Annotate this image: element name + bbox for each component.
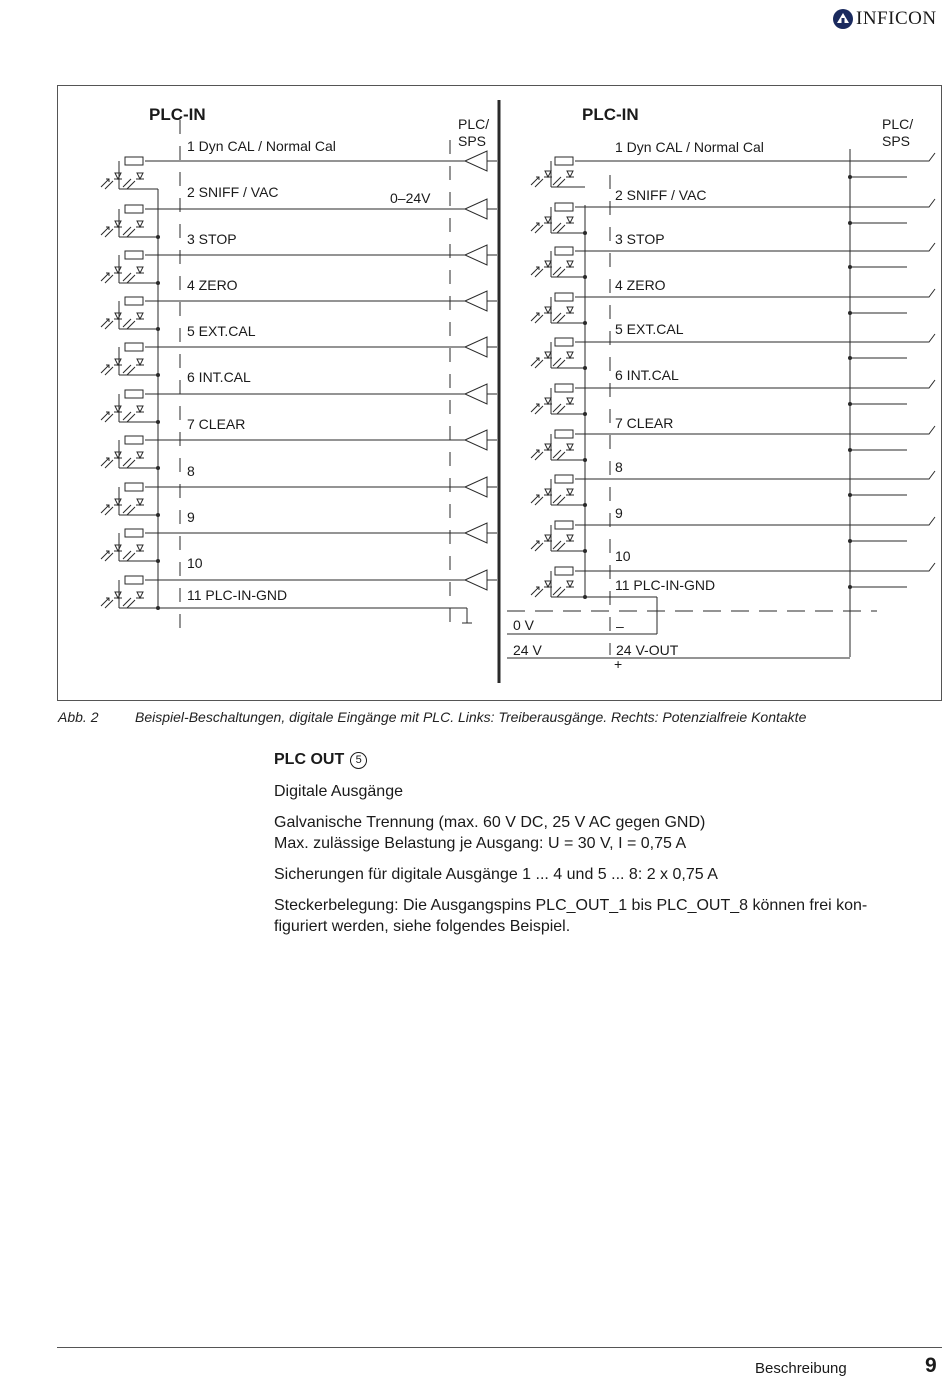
right-plc-in-title: PLC-IN <box>582 105 639 124</box>
left-opto-3-light-arrows-icon <box>101 273 113 283</box>
left-plc-label-1: PLC/ <box>458 116 490 132</box>
right-opto-1-led-icon <box>545 171 551 177</box>
right-contact-switch-icon-6 <box>907 380 935 388</box>
right-resistor-9 <box>555 521 573 529</box>
right-plc-label-2: SPS <box>882 133 911 149</box>
left-resistor-8 <box>125 483 143 491</box>
left-driver-triangle-icon-2 <box>465 199 487 219</box>
left-plc-in-title: PLC-IN <box>149 105 206 124</box>
right-opto-4-led-icon <box>545 307 551 313</box>
right-pin-label-7: 7 CLEAR <box>615 415 674 431</box>
right-opto-3-light-arrows-icon <box>531 267 543 277</box>
right-opto-6-transistor-arrows-icon <box>553 404 565 414</box>
left-opto-1-transistor-arrows-icon <box>123 179 135 189</box>
right-resistor-4 <box>555 293 573 301</box>
left-opto-1-diode-icon <box>137 173 143 179</box>
right-pin-label-5: 5 EXT.CAL <box>615 321 684 337</box>
left-pin-label-4: 4 ZERO <box>187 277 238 293</box>
left-driver-triangle-icon-5 <box>465 337 487 357</box>
left-resistor-10 <box>125 576 143 584</box>
left-opto-10-led-icon <box>115 592 121 598</box>
right-opto-5-led-icon <box>545 352 551 358</box>
left-pin-label-8: 8 <box>187 463 195 479</box>
left-opto-4-diode-icon <box>137 313 143 319</box>
right-24v-out-label: 24 V-OUT <box>616 642 679 658</box>
right-opto-9-led-icon <box>545 535 551 541</box>
right-opto-3-transistor-arrows-icon <box>553 267 565 277</box>
left-opto-2-led-icon <box>115 221 121 227</box>
left-resistor-1 <box>125 157 143 165</box>
right-opto-10-transistor-arrows-icon <box>553 587 565 597</box>
right-opto-4-light-arrows-icon <box>531 313 543 323</box>
right-pin-label-11: 11 PLC-IN-GND <box>615 577 716 593</box>
footer-page-number: 9 <box>925 1354 937 1377</box>
right-pin-label-4: 4 ZERO <box>615 277 666 293</box>
right-opto-2-transistor-arrows-icon <box>553 223 565 233</box>
right-opto-5-diode-icon <box>567 352 573 358</box>
right-opto-3-led-icon <box>545 261 551 267</box>
left-opto-3-transistor-arrows-icon <box>123 273 135 283</box>
left-driver-triangle-icon-4 <box>465 291 487 311</box>
right-pin-label-2: 2 SNIFF / VAC <box>615 187 707 203</box>
right-24v-label: 24 V <box>513 642 542 658</box>
right-opto-5-light-arrows-icon <box>531 358 543 368</box>
left-opto-5-light-arrows-icon <box>101 365 113 375</box>
left-opto-6-light-arrows-icon <box>101 412 113 422</box>
right-resistor-2 <box>555 203 573 211</box>
right-opto-3-diode-icon <box>567 261 573 267</box>
left-pin-label-6: 6 INT.CAL <box>187 369 251 385</box>
left-opto-1-led-icon <box>115 173 121 179</box>
left-opto-2-transistor-arrows-icon <box>123 227 135 237</box>
right-resistor-5 <box>555 338 573 346</box>
left-opto-8-transistor-arrows-icon <box>123 505 135 515</box>
para-pinout-2: figuriert werden, siehe folgendes Beispiel. <box>274 918 571 935</box>
left-opto-6-diode-icon <box>137 406 143 412</box>
left-pin-label-2: 2 SNIFF / VAC <box>187 184 279 200</box>
left-driver-triangle-icon-6 <box>465 384 487 404</box>
left-pin-label-9: 9 <box>187 509 195 525</box>
left-opto-9-transistor-arrows-icon <box>123 551 135 561</box>
left-opto-7-transistor-arrows-icon <box>123 458 135 468</box>
right-minus-label: – <box>616 618 624 634</box>
left-opto-5-diode-icon <box>137 359 143 365</box>
right-contact-switch-icon-7 <box>907 426 935 434</box>
right-opto-6-led-icon <box>545 398 551 404</box>
para-load: Max. zulässige Belastung je Ausgang: U = 30 V, I = 0,75 A <box>274 835 687 852</box>
right-resistor-8 <box>555 475 573 483</box>
left-opto-7-diode-icon <box>137 452 143 458</box>
right-contact-switch-icon-8 <box>907 471 935 479</box>
left-pin-label-11: 11 PLC-IN-GND <box>187 587 288 603</box>
right-pin-label-10: 10 <box>615 548 631 564</box>
right-pin-label-1: 1 Dyn CAL / Normal Cal <box>615 139 764 155</box>
left-driver-triangle-icon-8 <box>465 477 487 497</box>
left-resistor-4 <box>125 297 143 305</box>
right-plus-label: + <box>614 656 623 672</box>
para-pinout-1: Steckerbelegung: Die Ausgangspins PLC_OUT_1 bis PLC_OUT_8 können frei kon- <box>274 897 868 914</box>
left-opto-4-light-arrows-icon <box>101 319 113 329</box>
section-title: PLC OUT <box>274 751 345 768</box>
left-resistor-3 <box>125 251 143 259</box>
right-opto-2-diode-icon <box>567 217 573 223</box>
right-opto-9-light-arrows-icon <box>531 541 543 551</box>
left-plc-label-2: SPS <box>458 133 487 149</box>
left-opto-10-diode-icon <box>137 592 143 598</box>
left-pin-label-1: 1 Dyn CAL / Normal Cal <box>187 138 336 154</box>
right-contact-switch-icon-5 <box>907 334 935 342</box>
right-contact-switch-icon-3 <box>907 243 935 251</box>
left-driver-triangle-icon-10 <box>465 570 487 590</box>
right-resistor-6 <box>555 384 573 392</box>
left-pin-label-7: 7 CLEAR <box>187 416 246 432</box>
right-plc-label-1: PLC/ <box>882 116 914 132</box>
figure-caption-number: Abb. 2 <box>58 709 99 725</box>
right-opto-4-transistor-arrows-icon <box>553 313 565 323</box>
right-opto-8-diode-icon <box>567 489 573 495</box>
left-opto-7-led-icon <box>115 452 121 458</box>
right-opto-1-light-arrows-icon <box>531 177 543 187</box>
right-pin-label-9: 9 <box>615 505 623 521</box>
left-opto-4-transistor-arrows-icon <box>123 319 135 329</box>
right-opto-9-transistor-arrows-icon <box>553 541 565 551</box>
right-opto-7-transistor-arrows-icon <box>553 450 565 460</box>
right-contact-switch-icon-2 <box>907 199 935 207</box>
circled-number: 5 <box>350 752 367 769</box>
right-opto-7-led-icon <box>545 444 551 450</box>
left-opto-6-led-icon <box>115 406 121 412</box>
left-driver-triangle-icon-7 <box>465 430 487 450</box>
left-resistor-6 <box>125 390 143 398</box>
right-opto-10-light-arrows-icon <box>531 587 543 597</box>
right-opto-10-led-icon <box>545 581 551 587</box>
left-driver-triangle-icon-3 <box>465 245 487 265</box>
left-opto-4-led-icon <box>115 313 121 319</box>
left-opto-5-transistor-arrows-icon <box>123 365 135 375</box>
right-opto-6-light-arrows-icon <box>531 404 543 414</box>
left-opto-9-diode-icon <box>137 545 143 551</box>
left-opto-10-transistor-arrows-icon <box>123 598 135 608</box>
right-zero-volt-label: 0 V <box>513 617 535 633</box>
right-contact-switch-icon-9 <box>907 517 935 525</box>
inficon-logo <box>832 8 937 30</box>
inficon-logo-mark-icon <box>832 8 854 30</box>
right-contact-switch-icon-1 <box>907 153 935 161</box>
right-opto-1-transistor-arrows-icon <box>553 177 565 187</box>
right-opto-7-diode-icon <box>567 444 573 450</box>
section-subtitle: Digitale Ausgänge <box>274 783 403 800</box>
right-resistor-10 <box>555 567 573 575</box>
left-resistor-5 <box>125 343 143 351</box>
figure-caption <box>58 709 806 725</box>
left-opto-9-light-arrows-icon <box>101 551 113 561</box>
right-pin-label-3: 3 STOP <box>615 231 665 247</box>
left-driver-triangle-icon-1 <box>465 151 487 171</box>
right-contact-switch-icon-4 <box>907 289 935 297</box>
right-opto-5-transistor-arrows-icon <box>553 358 565 368</box>
right-pin-label-6: 6 INT.CAL <box>615 367 679 383</box>
right-opto-6-diode-icon <box>567 398 573 404</box>
para-fuses: Sicherungen für digitale Ausgänge 1 ... 4 und 5 ... 8: 2 x 0,75 A <box>274 866 718 883</box>
para-isolation: Galvanische Trennung (max. 60 V DC, 25 V AC gegen GND) <box>274 814 706 831</box>
right-opto-4-diode-icon <box>567 307 573 313</box>
left-pin-label-5: 5 EXT.CAL <box>187 323 256 339</box>
left-opto-6-transistor-arrows-icon <box>123 412 135 422</box>
left-opto-3-led-icon <box>115 267 121 273</box>
right-contact-switch-icon-10 <box>907 563 935 571</box>
left-pin-label-3: 3 STOP <box>187 231 237 247</box>
left-opto-9-led-icon <box>115 545 121 551</box>
left-resistor-9 <box>125 529 143 537</box>
left-opto-8-light-arrows-icon <box>101 505 113 515</box>
left-resistor-2 <box>125 205 143 213</box>
left-opto-8-led-icon <box>115 499 121 505</box>
right-opto-7-light-arrows-icon <box>531 450 543 460</box>
left-opto-7-light-arrows-icon <box>101 458 113 468</box>
right-opto-2-led-icon <box>545 217 551 223</box>
left-voltage-label: 0–24V <box>390 190 431 206</box>
right-opto-10-diode-icon <box>567 581 573 587</box>
right-opto-8-transistor-arrows-icon <box>553 495 565 505</box>
figure-caption-text: Beispiel-Beschaltungen, digitale Eingänge mit PLC. Links: Treiberausgänge. Rechts: Potenzialfreie Kontakte <box>135 709 807 725</box>
right-resistor-1 <box>555 157 573 165</box>
footer-rule <box>57 1347 942 1348</box>
left-opto-8-diode-icon <box>137 499 143 505</box>
right-opto-9-diode-icon <box>567 535 573 541</box>
left-opto-10-light-arrows-icon <box>101 598 113 608</box>
left-opto-1-light-arrows-icon <box>101 179 113 189</box>
left-opto-3-diode-icon <box>137 267 143 273</box>
right-opto-8-led-icon <box>545 489 551 495</box>
left-opto-5-led-icon <box>115 359 121 365</box>
footer-section-name: Beschreibung <box>755 1360 847 1377</box>
right-opto-1-diode-icon <box>567 171 573 177</box>
right-opto-2-light-arrows-icon <box>531 223 543 233</box>
left-driver-triangle-icon-9 <box>465 523 487 543</box>
left-pin-label-10: 10 <box>187 555 203 571</box>
right-resistor-3 <box>555 247 573 255</box>
plc-in-schematic <box>57 85 942 701</box>
section-heading <box>274 751 367 769</box>
left-resistor-7 <box>125 436 143 444</box>
right-pin-label-8: 8 <box>615 459 623 475</box>
right-resistor-7 <box>555 430 573 438</box>
inficon-logo-text: INFICON <box>856 8 937 29</box>
right-opto-8-light-arrows-icon <box>531 495 543 505</box>
left-opto-2-diode-icon <box>137 221 143 227</box>
left-opto-2-light-arrows-icon <box>101 227 113 237</box>
